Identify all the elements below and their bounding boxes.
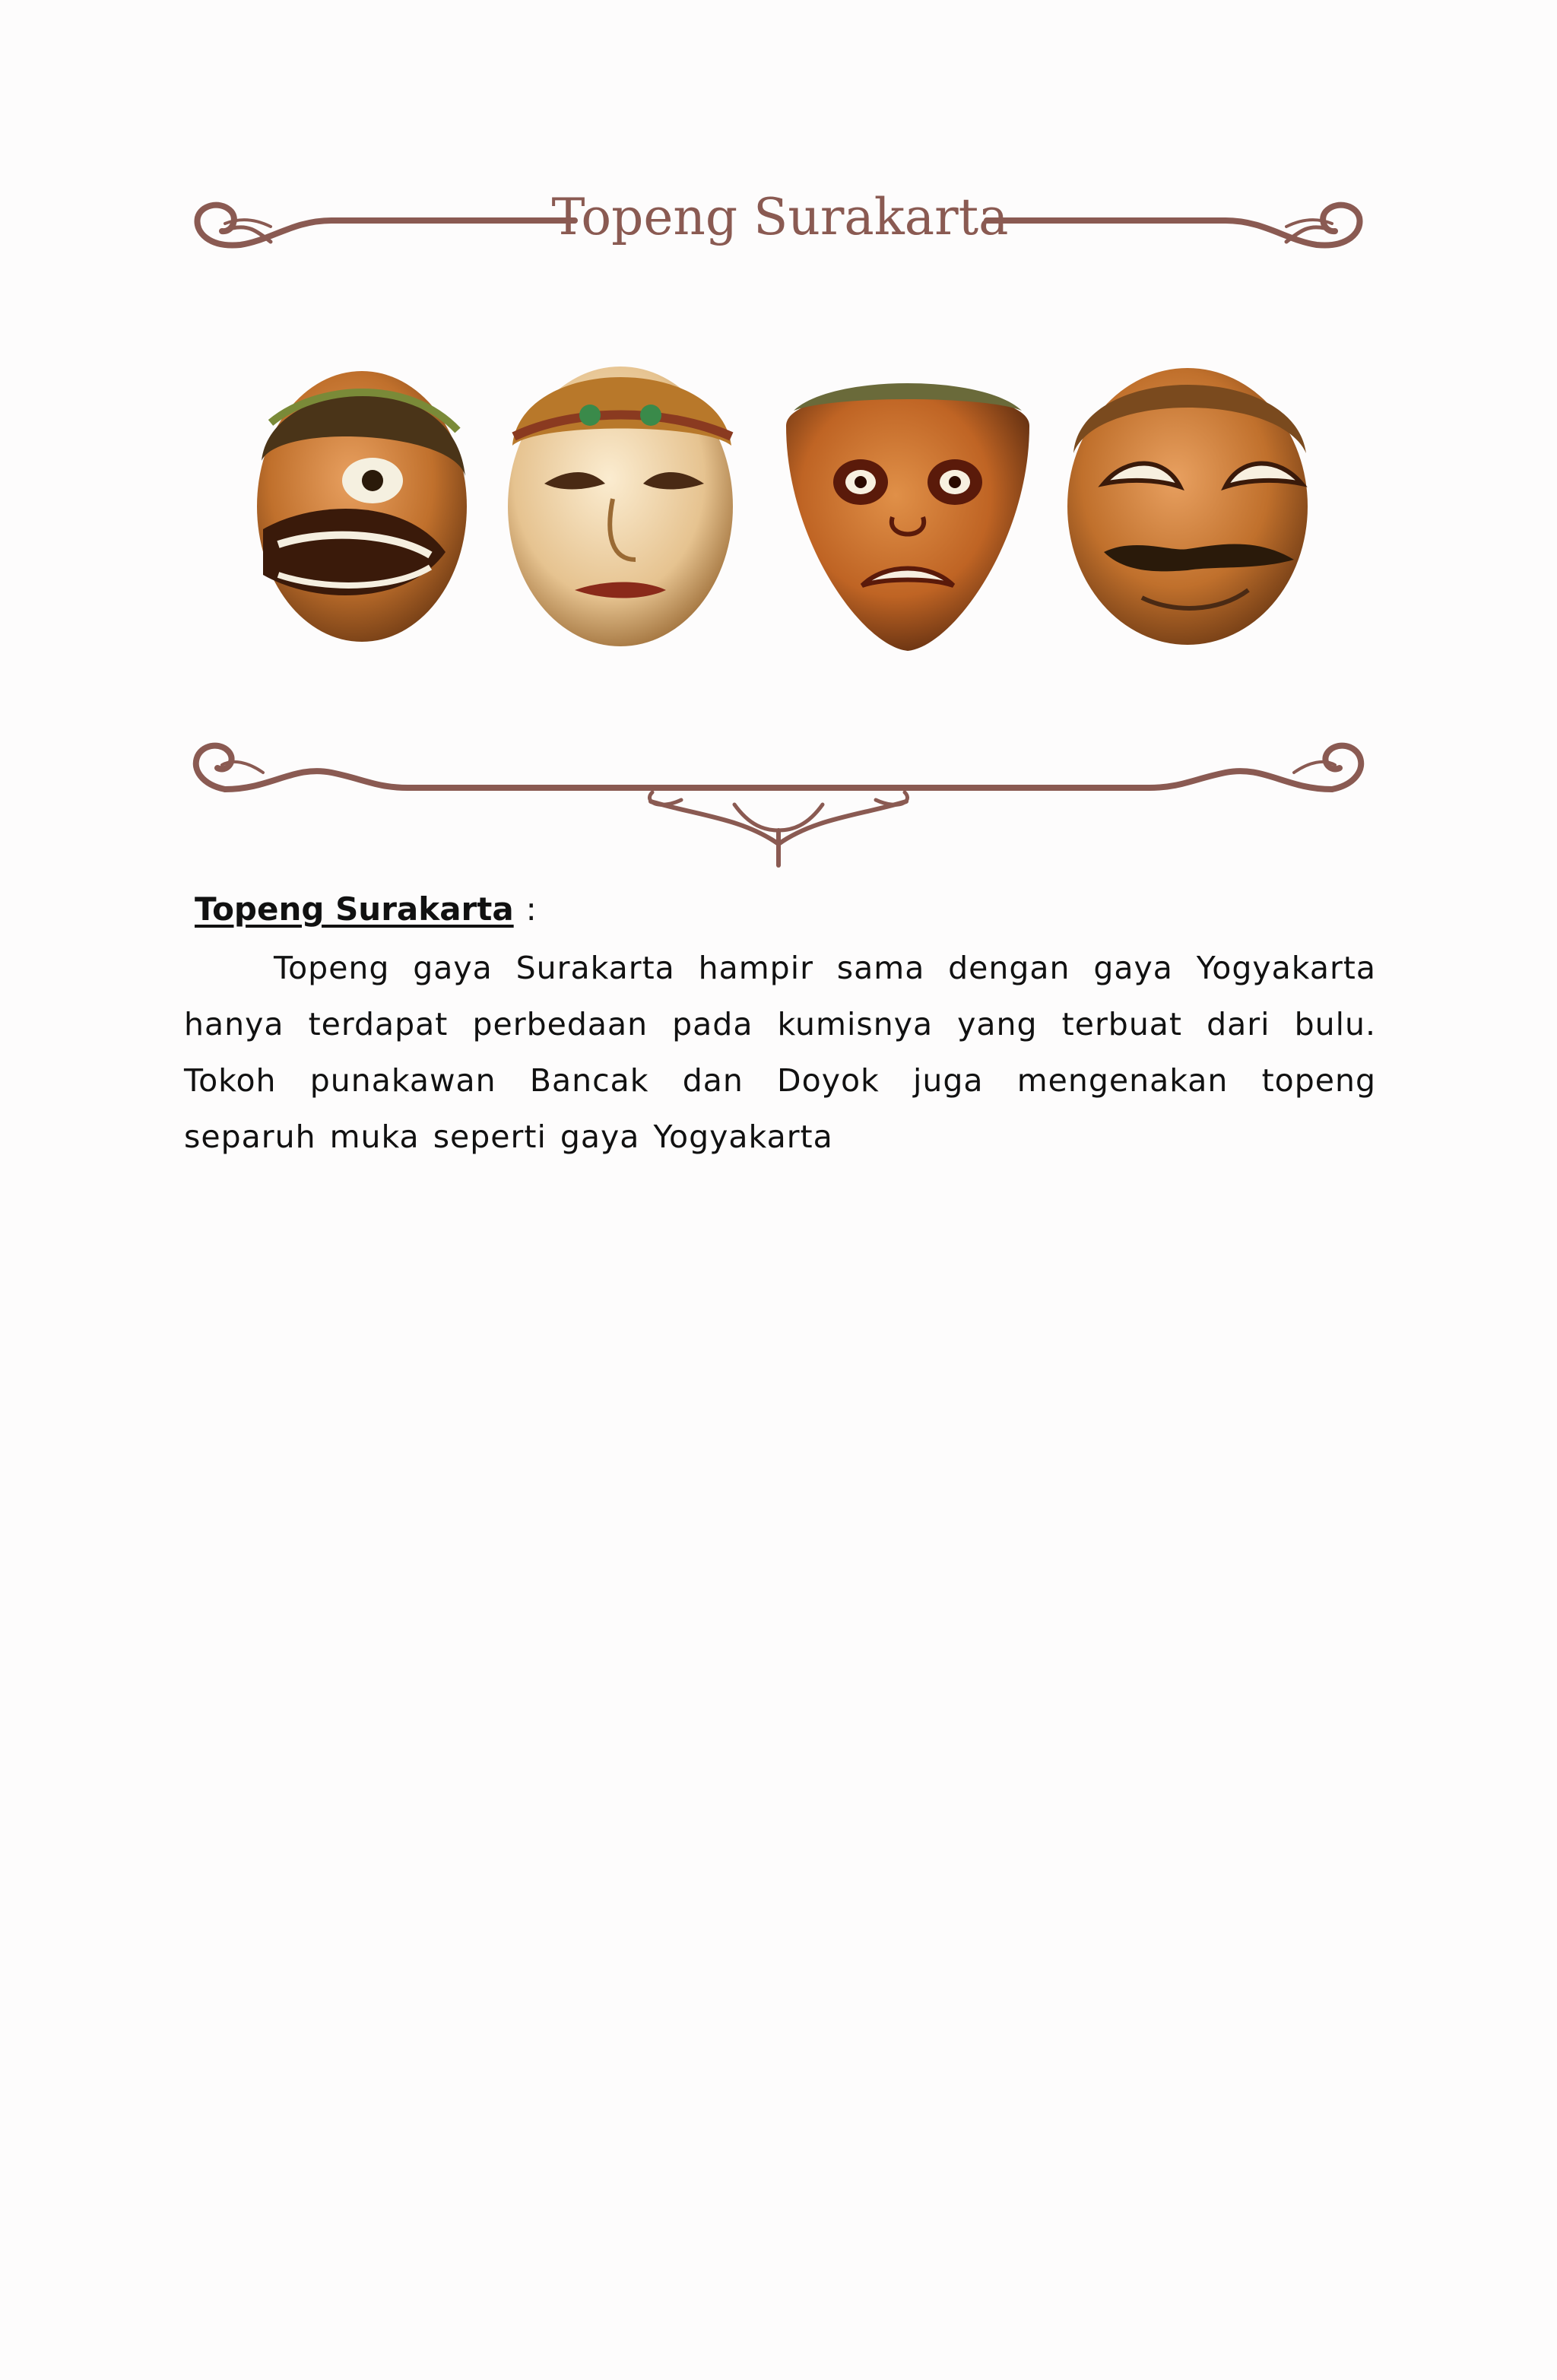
section-paragraph: Topeng gaya Surakarta hampir sama dengan gaya Yogyakarta hanya terdapat perbedaan pada kumisnya yang terbuat dari bulu. Tokoh punakawan Bancak dan Doyok juga mengenakan topeng separuh muka seperti gaya Yogyakarta [184, 950, 1376, 1155]
bottom-ornament [196, 746, 1361, 865]
title-banner [179, 172, 1378, 879]
section-heading: Topeng Surakarta [195, 890, 514, 928]
top-ornament-left [197, 205, 575, 246]
banner-title: Topeng Surakarta [551, 188, 1009, 246]
mask-3 [786, 383, 1029, 651]
mask-1 [257, 371, 467, 642]
mask-2 [508, 367, 733, 646]
heading-colon: : [525, 890, 537, 928]
mask-4 [1067, 368, 1308, 645]
section-heading-row [195, 888, 1381, 931]
top-ornament-right [987, 205, 1360, 246]
